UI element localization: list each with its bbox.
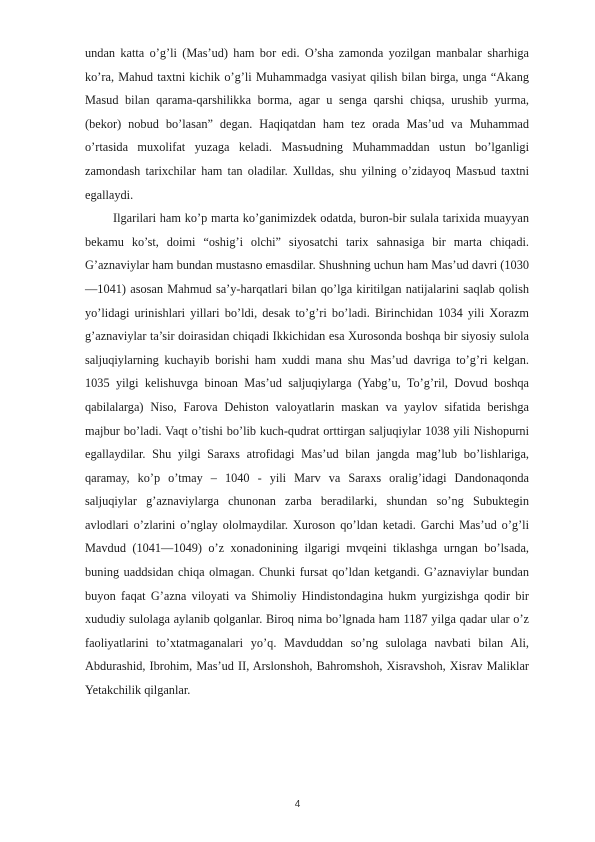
document-page (85, 42, 529, 703)
paragraph-continuation: undan katta o’g’li (Mas’ud) ham bor edi. O’sha zamonda yozilgan manbalar sharhiga ko’ra, Mahud taxtni kichik o’g’li Muhammadga vasiyat qilish bilan birga, unga “Akang Masud bilan qarama-qarshilikka borma, agar u senga qarshi chiqsa, urushib yurma, (bekor) nobud bo’lasan” degan. Haqiqatdan ham tez orada Mas’ud va Muhammad o’rtasida muxolifat yuzaga keladi. Masъudning Muhammaddan ustun bo’lganligi zamondash tarixchilar ham tan oladilar. Xulldas, shu yilning o’zidayoq Masъud taxtni egallaydi. (85, 46, 529, 202)
paragraph-ghaznavid-decline: Ilgarilari ham ko’p marta ko’ganimizdek odatda, buron-bir sulala tarixida muayyan bekamu ko’st, doimi “oshig’i olchi” siyosatchi tarix sahnasiga bir marta chiqadi. G’aznaviylar ham bundan mustasno emasdilar. Shushning uchun ham Mas’ud davri (1030—1041) asosan Mahmud sa’y-harqatlari bilan qo’lga kiritilgan natijalarini saqlab qolish yo’lidagi urinishlari yillari bo’ldi, desak to’g’ri bo’ladi. Birinchidan 1034 yili Xorazm g’aznaviylar ta’sir doirasidan chiqadi Ikkichidan esa Xurosonda boshqa bir siyosiy sulola saljuqiylarning kuchayib borishi ham xuddi mana shu Mas’ud davriga to’g’ri kelgan. 1035 yilgi kelishuvga binoan Mas’ud saljuqiylarga (Yabg’u, To’g’ril, Dovud boshqa qabilalarga) Niso, Farova Dehiston valoyatlarin maskan va yaylov sifatida berishga majbur bo’ladi. Vaqt o’tishi bo’lib kuch-qudrat orttirgan saljuqiylar 1038 yili Nishopurni egallaydilar. Shu yilgi Saraxs atrofidagi Mas’ud bilan jangda mag’lub bo’lishlariga, qaramay, ko’p o’tmay – 1040 - yili Marv va Saraxs oralig’idagi Dandonaqonda saljuqiylar g’aznaviylarga chunonan zarba beradilarki, shundan so’ng Subuktegin avlodlari o’zlarini o’nglay ololmaydilar. Xuroson qo’ldan ketadi. Garchi Mas’ud o’g’li Mavdud (1041—1049) o’z xonadonining ilgarigi mvqeini tiklashga urngan bo’lsada, buning uaddsidan chiqa olmagan. Chunki fursat qo’ldan ketgandi. G’aznaviylar bundan buyon faqat G’azna viloyati va Shimoliy Hindistondagina hukm yurgizishga qodir bir xududiy sulolaga aylanib qolganlar. Biroq nima bo’lgnada ham 1187 yilga qadar ular o’z faoliyatlarini to’xtatmaganalari yo’q. Mavduddan so’ng sulolaga navbati bilan Ali, Abdurashid, Ibrohim, Mas’ud II, Arslonshoh, Bahromshoh, Xisravshoh, Xisrav Maliklar Yetakchilik qilganlar. (85, 211, 529, 698)
page-number: 4 (294, 799, 301, 810)
